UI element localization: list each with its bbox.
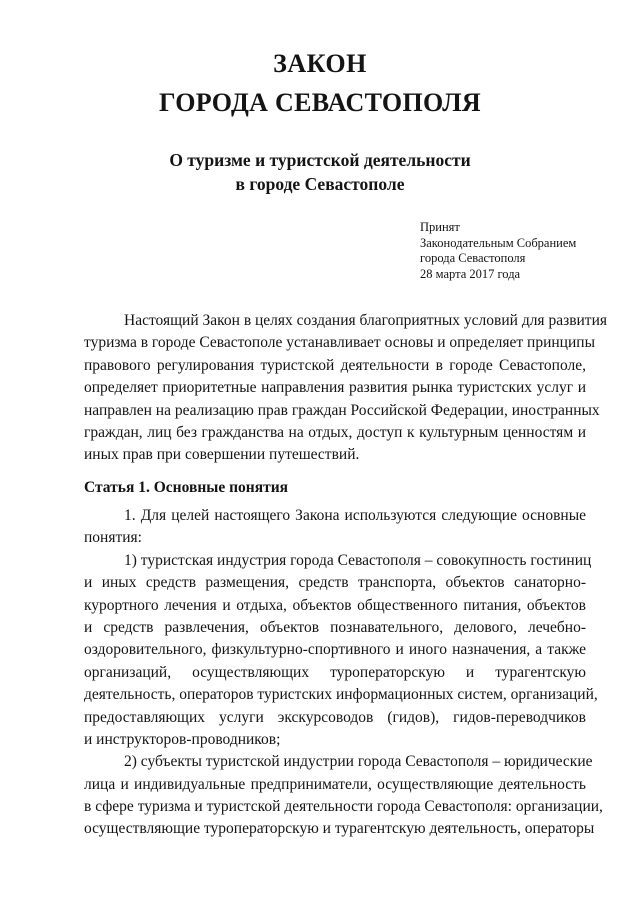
text-line: курортного лечения и отдыха, объектов общественного питания, объектов [84,596,586,614]
text-line: граждан, лиц без гражданства на отдых, доступ к культурным ценностям и [84,423,586,441]
article-heading: Статья 1. Основные понятия [84,479,289,496]
text-line: предоставляющих услуги экскурсоводов (гидов), гидов-переводчиков [84,708,586,726]
adoption-note-line: города Севастополя [420,251,526,265]
text-line: 1. Для целей настоящего Закона используются следующие основные [124,507,586,524]
text-line: понятия: [84,529,142,547]
text-line: лица и индивидуальные предприниматели, осуществляющие деятельность [84,775,586,793]
subtitle-line-2: в городе Севастополе [235,174,405,194]
text-line: направлен на реализацию прав граждан Российской Федерации, иностранных [84,401,600,419]
text-line: 2) субъекты туристской индустрии города Севастополя – юридические [124,753,593,771]
text-line: туризма в городе Севастополе устанавливает основы и определяет принципы [84,334,595,352]
text-line: деятельность, операторов туристских информационных систем, организаций, [84,686,598,704]
text-line: и иных средств размещения, средств транспорта, объектов санаторно- [84,574,586,592]
text-line: в сфере туризма и туристской деятельности города Севастополя: организации, [84,798,603,816]
subtitle-line-1: О туризме и туристской деятельности [169,150,471,170]
document-subtitle [0,148,640,196]
preamble-paragraph [84,310,608,467]
text-line: иных прав при совершении путешествий. [84,446,360,464]
text-line: определяет приоритетные направления развития рынка туристских услуг и [84,379,586,397]
text-line: и средств развлечения, объектов познавательного, делового, лечебно- [84,618,586,636]
text-line: и инструкторов-проводников; [84,730,281,748]
article-body [84,505,603,841]
adoption-note-line: Законодательным Собранием [420,235,577,250]
text-line: 1) туристская индустрия города Севастополя – совокупность гостиниц [124,551,592,569]
text-line: Настоящий Закон в целях создания благоприятных условий для развития [124,312,608,329]
text-line: правового регулирования туристской деятельности в городе Севастополе, [84,356,586,374]
text-line: организаций, осуществляющих туроператорскую и турагентскую [84,663,586,681]
adoption-note [420,220,576,282]
adoption-note-line: Принят [420,220,460,234]
text-line: осуществляющие туроператорскую и турагентскую деятельность, операторы [84,820,595,838]
adoption-date: 28 марта 2017 года [420,266,521,281]
document-title-law: ЗАКОН [273,49,367,78]
text-line: оздоровительного, физкультурно-спортивного и иного назначения, а также [84,641,586,659]
document-title-city: ГОРОДА СЕВАСТОПОЛЯ [159,88,481,117]
